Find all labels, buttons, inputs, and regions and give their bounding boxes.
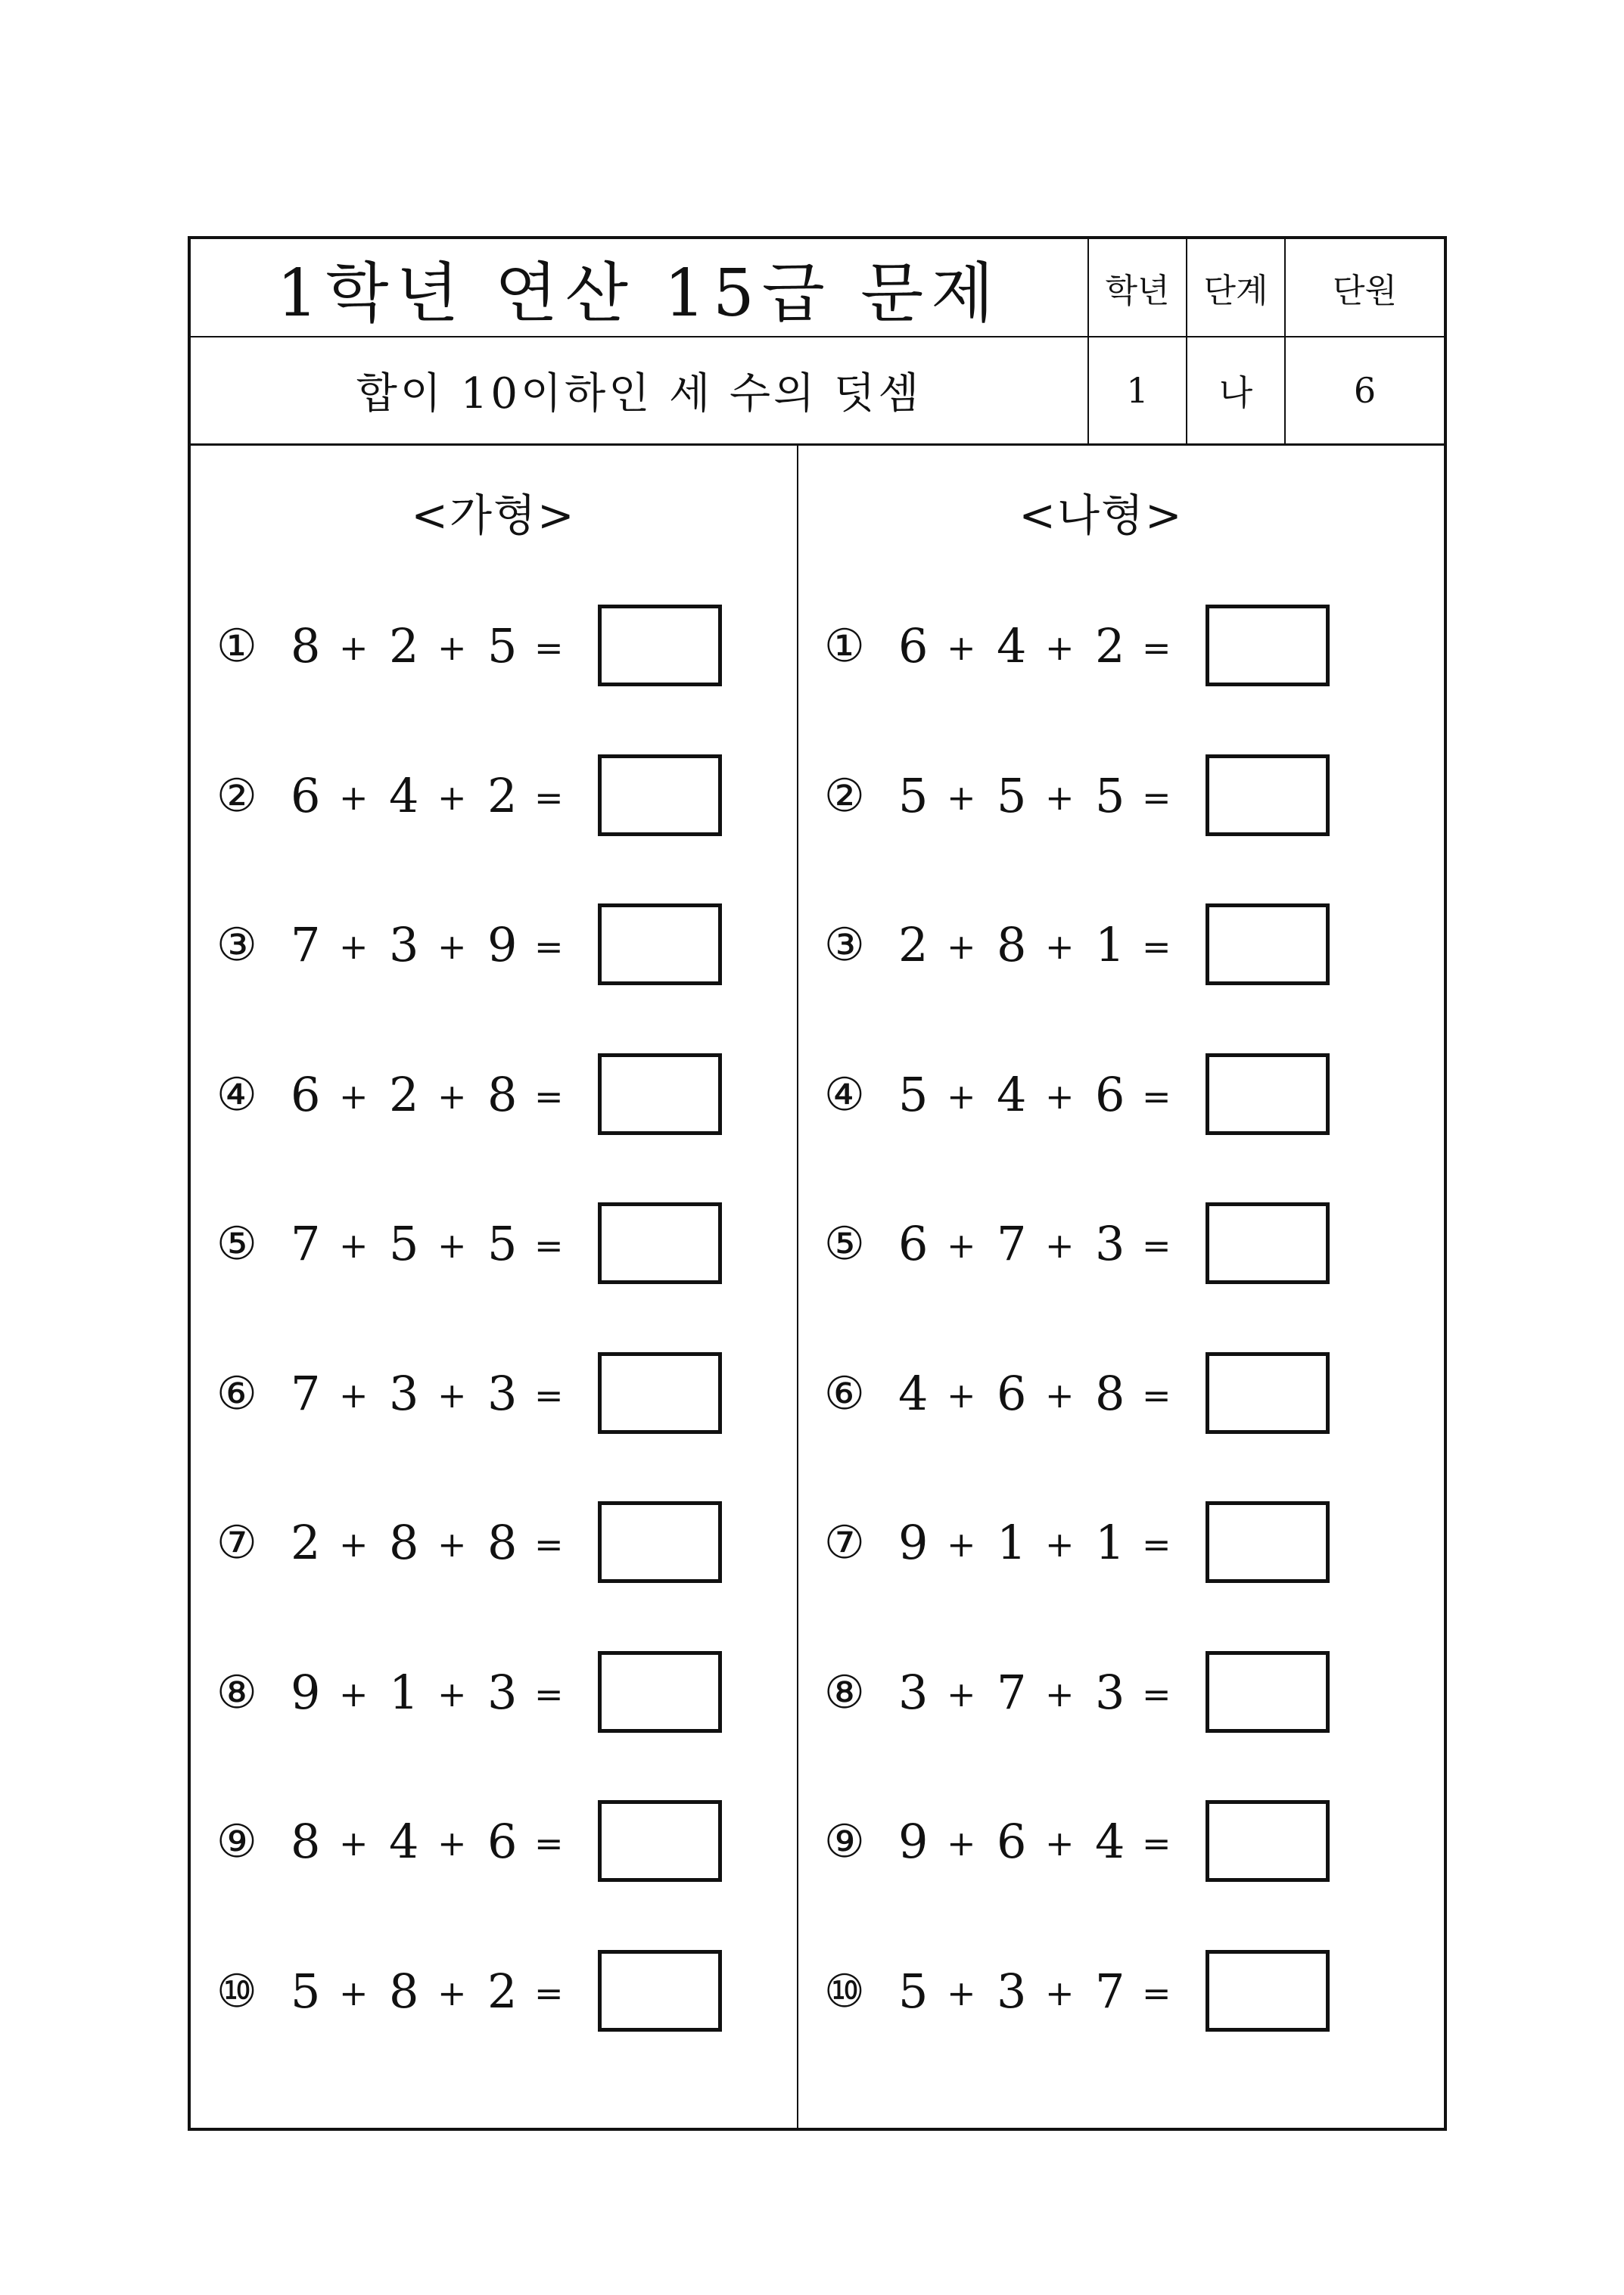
operand-a: 4 (898, 1365, 929, 1421)
answer-box[interactable] (598, 1800, 722, 1882)
unit-value: 6 (1353, 370, 1377, 411)
plus-sign: + (1045, 1374, 1075, 1416)
operand-a: 8 (291, 618, 321, 673)
equals-sign: = (534, 1374, 564, 1416)
problem-row (191, 1800, 796, 1883)
equals-sign: = (534, 776, 564, 818)
problem-number: ⑥ (824, 1367, 865, 1420)
grade-label: 학년 (1089, 239, 1187, 337)
problem-number: ③ (824, 919, 865, 972)
answer-box[interactable] (1206, 605, 1330, 686)
equals-sign: = (1142, 926, 1171, 967)
problem-row (191, 1651, 796, 1734)
plus-sign: + (339, 1075, 369, 1117)
operand-c: 5 (1095, 767, 1125, 823)
problem-row (798, 1950, 1404, 2033)
problem-number: ⑦ (216, 1516, 257, 1569)
problem-number: ⑦ (824, 1516, 865, 1569)
operand-a: 5 (898, 1963, 929, 2019)
problem-row (798, 1352, 1404, 1435)
plus-sign: + (1045, 1225, 1075, 1266)
problem-row (191, 1202, 796, 1286)
problem-number: ⑥ (216, 1367, 257, 1420)
operand-b: 4 (997, 1066, 1027, 1122)
answer-box[interactable] (1206, 1053, 1330, 1135)
problem-row (191, 1950, 796, 2033)
operand-a: 5 (898, 1066, 929, 1122)
equals-sign: = (1142, 1075, 1171, 1117)
problem-number: ⑩ (824, 1964, 865, 2018)
operand-a: 6 (898, 1216, 929, 1271)
answer-box[interactable] (1206, 1352, 1330, 1434)
plus-sign: + (947, 926, 976, 967)
operand-b: 6 (997, 1814, 1027, 1869)
operand-c: 9 (487, 917, 518, 972)
unit-label: 단원 (1286, 239, 1444, 337)
operand-b: 7 (997, 1664, 1027, 1720)
problem-row (191, 1352, 796, 1435)
equals-sign: = (534, 1972, 564, 2014)
answer-box[interactable] (598, 1352, 722, 1434)
operand-c: 2 (1095, 618, 1125, 673)
operand-b: 7 (997, 1216, 1027, 1271)
column-title: <나형> (1019, 490, 1184, 541)
column-ga (191, 446, 796, 2128)
answer-box[interactable] (598, 1202, 722, 1284)
answer-box[interactable] (598, 1651, 722, 1733)
plus-sign: + (947, 627, 976, 668)
problem-row (191, 605, 796, 688)
problem-row (191, 754, 796, 838)
equals-sign: = (1142, 1374, 1171, 1416)
problem-number: ① (216, 620, 257, 673)
problem-number: ④ (216, 1068, 257, 1121)
operand-a: 5 (291, 1963, 321, 2019)
operand-b: 4 (389, 1814, 419, 1869)
answer-box[interactable] (598, 754, 722, 836)
problem-number: ① (824, 620, 865, 673)
operand-a: 6 (898, 618, 929, 673)
operand-c: 6 (1095, 1066, 1125, 1122)
equals-sign: = (534, 1673, 564, 1715)
plus-sign: + (437, 1524, 467, 1565)
operand-b: 3 (389, 917, 419, 972)
operand-c: 2 (487, 767, 518, 823)
operand-b: 8 (997, 917, 1027, 972)
equals-sign: = (534, 1524, 564, 1565)
answer-box[interactable] (598, 1053, 722, 1135)
problem-number: ⑨ (824, 1815, 865, 1868)
plus-sign: + (339, 627, 369, 668)
grade-value: 1 (1089, 337, 1187, 443)
answer-box[interactable] (1206, 903, 1330, 985)
answer-box[interactable] (1206, 1950, 1330, 2032)
plus-sign: + (339, 1972, 369, 2014)
operand-a: 2 (291, 1515, 321, 1570)
answer-box[interactable] (598, 903, 722, 985)
problem-number: ④ (824, 1068, 865, 1121)
operand-b: 1 (389, 1664, 419, 1720)
equals-sign: = (534, 1225, 564, 1266)
operand-c: 6 (487, 1814, 518, 1869)
equals-sign: = (1142, 1823, 1171, 1864)
plus-sign: + (339, 1374, 369, 1416)
problem-number: ⑧ (824, 1665, 865, 1719)
plus-sign: + (947, 1225, 976, 1266)
plus-sign: + (1045, 1823, 1075, 1864)
plus-sign: + (947, 1075, 976, 1117)
operand-a: 9 (291, 1664, 321, 1720)
problem-row (798, 903, 1404, 987)
plus-sign: + (1045, 1972, 1075, 2014)
plus-sign: + (437, 1225, 467, 1266)
problem-number: ② (824, 769, 865, 823)
problem-row (798, 605, 1404, 688)
operand-c: 3 (487, 1664, 518, 1720)
plus-sign: + (437, 1075, 467, 1117)
problem-row (798, 1501, 1404, 1584)
problem-number: ⑤ (824, 1217, 865, 1270)
operand-c: 3 (487, 1365, 518, 1421)
plus-sign: + (339, 926, 369, 967)
operand-b: 8 (389, 1515, 419, 1570)
answer-box[interactable] (1206, 1501, 1330, 1583)
equals-sign: = (1142, 776, 1171, 818)
problem-number: ③ (216, 919, 257, 972)
operand-b: 3 (389, 1365, 419, 1421)
operand-b: 4 (389, 767, 419, 823)
answer-box[interactable] (598, 605, 722, 686)
level-value: 나 (1187, 337, 1286, 443)
problem-number: ② (216, 769, 257, 823)
plus-sign: + (947, 1524, 976, 1565)
plus-sign: + (1045, 776, 1075, 818)
operand-b: 5 (389, 1216, 419, 1271)
equals-sign: = (534, 627, 564, 668)
problem-row (798, 1202, 1404, 1286)
operand-a: 7 (291, 1216, 321, 1271)
answer-box[interactable] (598, 1501, 722, 1583)
problem-number: ⑨ (216, 1815, 257, 1868)
column-na (798, 446, 1404, 2128)
operand-b: 1 (997, 1515, 1027, 1570)
plus-sign: + (339, 1225, 369, 1266)
problem-row (191, 1053, 796, 1137)
problem-row (191, 903, 796, 987)
operand-b: 5 (997, 767, 1027, 823)
plus-sign: + (437, 1374, 467, 1416)
answer-box[interactable] (1206, 1651, 1330, 1733)
operand-c: 5 (487, 618, 518, 673)
operand-a: 3 (898, 1664, 929, 1720)
plus-sign: + (1045, 926, 1075, 967)
plus-sign: + (339, 1673, 369, 1715)
operand-b: 2 (389, 1066, 419, 1122)
operand-b: 3 (997, 1963, 1027, 2019)
problem-number: ⑩ (216, 1964, 257, 2018)
answer-box[interactable] (1206, 1202, 1330, 1284)
plus-sign: + (437, 776, 467, 818)
plus-sign: + (437, 1972, 467, 2014)
plus-sign: + (437, 627, 467, 668)
operand-a: 8 (291, 1814, 321, 1869)
operand-a: 9 (898, 1814, 929, 1869)
equals-sign: = (534, 1823, 564, 1864)
answer-box[interactable] (1206, 1800, 1330, 1882)
plus-sign: + (947, 1374, 976, 1416)
worksheet-title: 1학년 연산 15급 문제 (191, 239, 1089, 337)
operand-c: 5 (487, 1216, 518, 1271)
operand-c: 3 (1095, 1664, 1125, 1720)
plus-sign: + (437, 1823, 467, 1864)
operand-a: 7 (291, 917, 321, 972)
operand-c: 8 (487, 1066, 518, 1122)
equals-sign: = (1142, 1225, 1171, 1266)
operand-a: 2 (898, 917, 929, 972)
answer-box[interactable] (1206, 754, 1330, 836)
equals-sign: = (1142, 627, 1171, 668)
equals-sign: = (1142, 1673, 1171, 1715)
plus-sign: + (947, 776, 976, 818)
operand-b: 4 (997, 618, 1027, 673)
plus-sign: + (947, 1673, 976, 1715)
answer-box[interactable] (598, 1950, 722, 2032)
operand-c: 3 (1095, 1216, 1125, 1271)
plus-sign: + (339, 776, 369, 818)
equals-sign: = (534, 1075, 564, 1117)
problem-number: ⑤ (216, 1217, 257, 1270)
plus-sign: + (437, 1673, 467, 1715)
operand-c: 1 (1095, 917, 1125, 972)
column-title: <가형> (411, 490, 576, 541)
worksheet-header (191, 239, 1444, 446)
worksheet-body (191, 446, 1444, 2128)
operand-c: 1 (1095, 1515, 1125, 1570)
problem-row (191, 1501, 796, 1584)
operand-a: 6 (291, 767, 321, 823)
operand-a: 5 (898, 767, 929, 823)
problem-row (798, 1053, 1404, 1137)
plus-sign: + (339, 1524, 369, 1565)
operand-c: 7 (1095, 1963, 1125, 2019)
equals-sign: = (1142, 1972, 1171, 2014)
operand-b: 2 (389, 618, 419, 673)
equals-sign: = (1142, 1524, 1171, 1565)
level-label: 단계 (1187, 239, 1286, 337)
operand-c: 2 (487, 1963, 518, 2019)
plus-sign: + (1045, 627, 1075, 668)
problem-row (798, 1800, 1404, 1883)
plus-sign: + (947, 1972, 976, 2014)
operand-b: 6 (997, 1365, 1027, 1421)
plus-sign: + (1045, 1075, 1075, 1117)
plus-sign: + (1045, 1673, 1075, 1715)
plus-sign: + (947, 1823, 976, 1864)
problem-row (798, 1651, 1404, 1734)
operand-a: 7 (291, 1365, 321, 1421)
operand-b: 8 (389, 1963, 419, 2019)
plus-sign: + (437, 926, 467, 967)
plus-sign: + (1045, 1524, 1075, 1565)
operand-a: 9 (898, 1515, 929, 1570)
worksheet (188, 236, 1447, 2131)
operand-c: 4 (1095, 1814, 1125, 1869)
problem-number: ⑧ (216, 1665, 257, 1719)
problem-row (798, 754, 1404, 838)
worksheet-subtitle: 합이 10이하인 세 수의 덧셈 (191, 337, 1089, 443)
plus-sign: + (339, 1823, 369, 1864)
equals-sign: = (534, 926, 564, 967)
operand-a: 6 (291, 1066, 321, 1122)
operand-c: 8 (1095, 1365, 1125, 1421)
operand-c: 8 (487, 1515, 518, 1570)
